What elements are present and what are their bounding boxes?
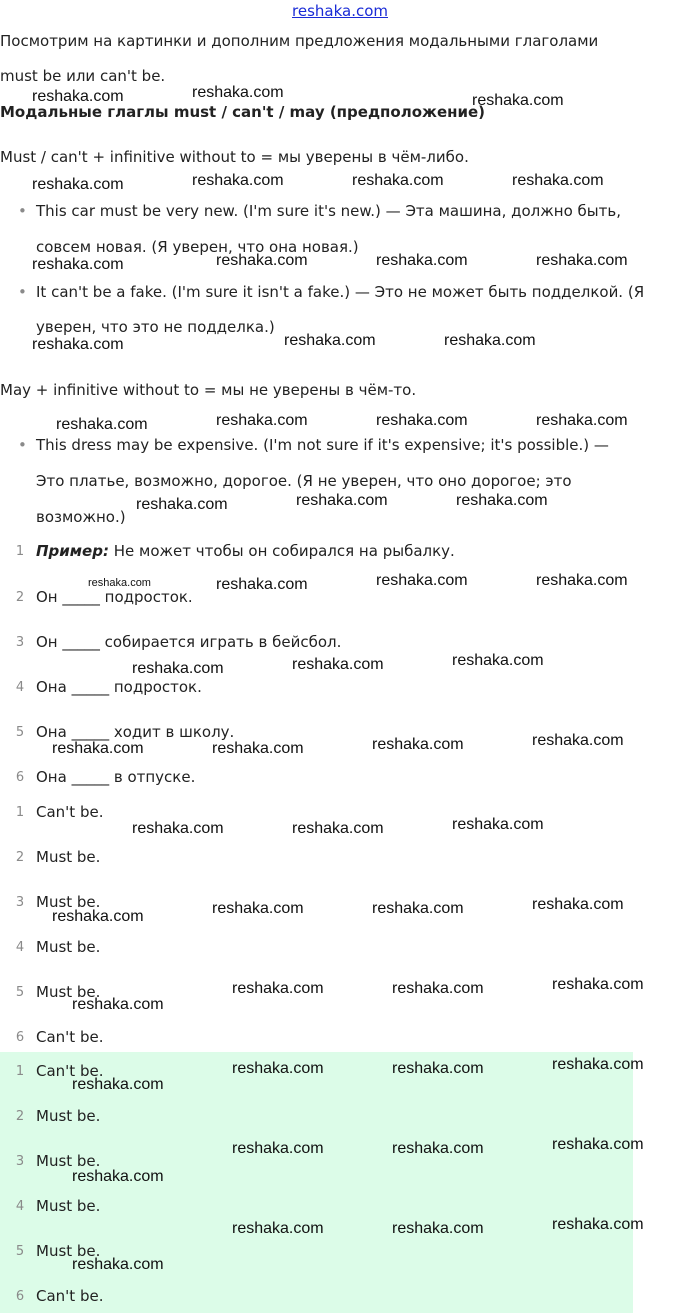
watermark: reshaka.com bbox=[444, 332, 536, 349]
watermark: reshaka.com bbox=[232, 1060, 324, 1077]
answer-item-1: Can't be. bbox=[36, 803, 104, 821]
watermark: reshaka.com bbox=[52, 908, 144, 925]
rule-may: May + infinitive without to = мы не уверены в чём-то. bbox=[0, 381, 417, 399]
watermark: reshaka.com bbox=[392, 1220, 484, 1237]
watermark: reshaka.com bbox=[552, 1136, 644, 1153]
list-number: 2 bbox=[15, 1109, 25, 1124]
bullet-dot: • bbox=[18, 436, 27, 454]
watermark: reshaka.com bbox=[532, 732, 624, 749]
bullet-must-2-line-2: уверен, что это не подделка.) bbox=[36, 318, 275, 336]
watermark: reshaka.com bbox=[72, 996, 164, 1013]
bullet-must-2-line-1: It can't be a fake. (I'm sure it isn't a fake.) — Это не может быть подделкой. (Я bbox=[36, 283, 645, 301]
highlighted-answer-1: Can't be. bbox=[36, 1062, 104, 1080]
watermark: reshaka.com bbox=[372, 736, 464, 753]
watermark: reshaka.com bbox=[376, 572, 468, 589]
highlighted-answer-3: Must be. bbox=[36, 1152, 101, 1170]
watermark: reshaka.com bbox=[472, 92, 564, 109]
watermark: reshaka.com bbox=[452, 816, 544, 833]
watermark: reshaka.com bbox=[536, 572, 628, 589]
watermark: reshaka.com bbox=[136, 496, 228, 513]
list-number: 1 bbox=[15, 544, 25, 559]
watermark: reshaka.com bbox=[392, 980, 484, 997]
watermark: reshaka.com bbox=[32, 256, 124, 273]
list-number: 6 bbox=[15, 1289, 25, 1304]
answer-item-5: Must be. bbox=[36, 983, 101, 1001]
highlighted-answer-2: Must be. bbox=[36, 1107, 101, 1125]
highlighted-answer-6: Can't be. bbox=[36, 1287, 104, 1305]
watermark: reshaka.com bbox=[72, 1076, 164, 1093]
bullet-may-1-line-3: возможно.) bbox=[36, 508, 126, 526]
watermark: reshaka.com bbox=[376, 412, 468, 429]
example-text: Не может чтобы он собирался на рыбалку. bbox=[113, 542, 455, 560]
bullet-dot: • bbox=[18, 202, 27, 220]
watermark: reshaka.com bbox=[192, 172, 284, 189]
watermark: reshaka.com bbox=[392, 1140, 484, 1157]
rule-must: Must / can't + infinitive without to = мы уверены в чём-либо. bbox=[0, 148, 469, 166]
watermark: reshaka.com bbox=[212, 900, 304, 917]
watermark: reshaka.com bbox=[132, 660, 224, 677]
list-number: 1 bbox=[15, 1064, 25, 1079]
list-number: 3 bbox=[15, 1154, 25, 1169]
list-number: 5 bbox=[15, 1244, 25, 1259]
watermark: reshaka.com bbox=[56, 416, 148, 433]
watermark: reshaka.com bbox=[292, 820, 384, 837]
answer-item-4: Must be. bbox=[36, 938, 101, 956]
watermark: reshaka.com bbox=[512, 172, 604, 189]
task-text-line-1: Посмотрим на картинки и дополним предложения модальными глаголами bbox=[0, 32, 599, 50]
list-number: 1 bbox=[15, 805, 25, 820]
task-text-line-2: must be или can't be. bbox=[0, 67, 166, 85]
watermark: reshaka.com bbox=[212, 740, 304, 757]
watermark: reshaka.com bbox=[72, 1168, 164, 1185]
bullet-may-1-line-2: Это платье, возможно, дорогое. (Я не уверен, что оно дорогое; это bbox=[36, 472, 572, 490]
watermark: reshaka.com bbox=[456, 492, 548, 509]
bullet-must-1-line-2: совсем новая. (Я уверен, что она новая.) bbox=[36, 238, 359, 256]
list-number: 3 bbox=[15, 635, 25, 650]
list-number: 3 bbox=[15, 895, 25, 910]
watermark: reshaka.com bbox=[216, 252, 308, 269]
watermark: reshaka.com bbox=[32, 176, 124, 193]
exercise-item-2: Он _____ подросток. bbox=[36, 588, 193, 606]
watermark: reshaka.com bbox=[216, 576, 308, 593]
watermark: reshaka.com bbox=[284, 332, 376, 349]
watermark: reshaka.com bbox=[292, 656, 384, 673]
answer-item-2: Must be. bbox=[36, 848, 101, 866]
exercise-item-5: Она _____ ходит в школу. bbox=[36, 723, 235, 741]
exercise-item-6: Она _____ в отпуске. bbox=[36, 768, 196, 786]
bullet-must-1-line-1: This car must be very new. (I'm sure it's new.) — Эта машина, должно быть, bbox=[36, 202, 621, 220]
watermark: reshaka.com bbox=[532, 896, 624, 913]
watermark: reshaka.com bbox=[32, 88, 124, 105]
watermark: reshaka.com bbox=[352, 172, 444, 189]
watermark: reshaka.com bbox=[376, 252, 468, 269]
exercise-item-3: Он _____ собирается играть в бейсбол. bbox=[36, 633, 342, 651]
watermark: reshaka.com bbox=[132, 820, 224, 837]
list-number: 4 bbox=[15, 1199, 25, 1214]
watermark: reshaka.com bbox=[72, 1256, 164, 1273]
answer-item-3: Must be. bbox=[36, 893, 101, 911]
watermark: reshaka.com bbox=[372, 900, 464, 917]
watermark: reshaka.com bbox=[536, 252, 628, 269]
watermark: reshaka.com bbox=[296, 492, 388, 509]
watermark: reshaka.com bbox=[32, 336, 124, 353]
list-number: 4 bbox=[15, 680, 25, 695]
site-link[interactable]: reshaka.com bbox=[292, 2, 388, 20]
exercise-item-4: Она _____ подросток. bbox=[36, 678, 202, 696]
watermark: reshaka.com bbox=[192, 84, 284, 101]
highlighted-answer-4: Must be. bbox=[36, 1197, 101, 1215]
watermark: reshaka.com bbox=[232, 1140, 324, 1157]
watermark: reshaka.com bbox=[52, 740, 144, 757]
watermark: reshaka.com bbox=[392, 1060, 484, 1077]
bullet-may-1-line-1: This dress may be expensive. (I'm not sure if it's expensive; it's possible.) — bbox=[36, 436, 609, 454]
watermark: reshaka.com bbox=[216, 412, 308, 429]
exercise-item-1 bbox=[36, 542, 455, 560]
list-number: 4 bbox=[15, 940, 25, 955]
answer-item-6: Can't be. bbox=[36, 1028, 104, 1046]
watermark: reshaka.com bbox=[552, 1216, 644, 1233]
highlighted-answer-5: Must be. bbox=[36, 1242, 101, 1260]
watermark: reshaka.com bbox=[232, 980, 324, 997]
bullet-dot: • bbox=[18, 283, 27, 301]
list-number: 6 bbox=[15, 1030, 25, 1045]
watermark: reshaka.com bbox=[552, 976, 644, 993]
list-number: 2 bbox=[15, 590, 25, 605]
list-number: 2 bbox=[15, 850, 25, 865]
watermark: reshaka.com bbox=[88, 577, 151, 589]
watermark: reshaka.com bbox=[452, 652, 544, 669]
watermark: reshaka.com bbox=[536, 412, 628, 429]
section-title: Модальные глаглы must / can't / may (предположение) bbox=[0, 103, 486, 121]
watermark: reshaka.com bbox=[232, 1220, 324, 1237]
list-number: 5 bbox=[15, 985, 25, 1000]
example-label: Пример: bbox=[36, 542, 109, 560]
list-number: 5 bbox=[15, 725, 25, 740]
watermark: reshaka.com bbox=[552, 1056, 644, 1073]
list-number: 6 bbox=[15, 770, 25, 785]
